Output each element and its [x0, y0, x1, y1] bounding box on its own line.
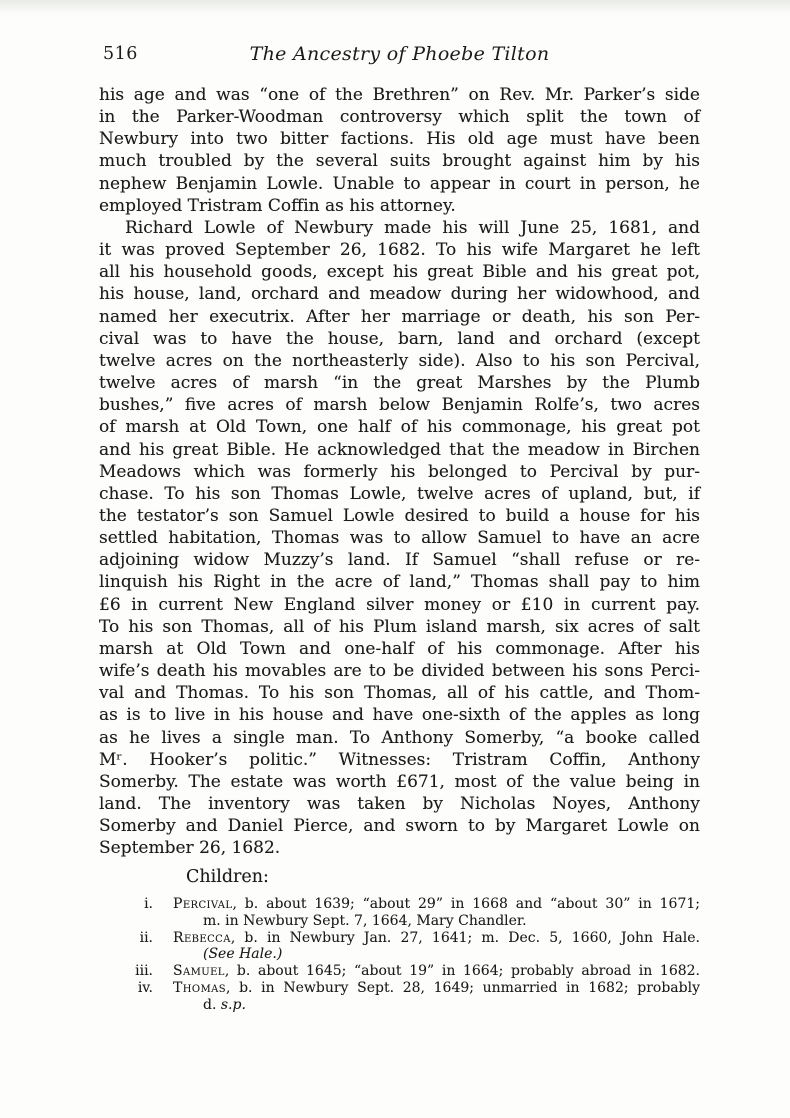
- body-text-line: Somerby and Daniel Pierce, and sworn to by Margaret Lowle on: [99, 816, 700, 837]
- body-text-line: as he lives a single man. To Anthony Somerby, “a booke called: [99, 727, 700, 748]
- child-text-segment: , b. in Newbury Sept. 28, 1649; unmarried in 1682; probably: [225, 979, 700, 996]
- child-entry-line: [203, 946, 700, 963]
- child-entry: [137, 979, 700, 1014]
- child-text-segment: Percival: [173, 896, 233, 912]
- body-text-line: and his great Bible. He acknowledged that the meadow in Birchen: [99, 439, 700, 460]
- children-heading: Children:: [186, 867, 269, 887]
- children-list: [99, 896, 700, 1014]
- body-text-line: his age and was “one of the Brethren” on Rev. Mr. Parker’s side: [99, 85, 700, 105]
- body-text-line: To his son Thomas, all of his Plum island marsh, six acres of salt: [99, 616, 700, 637]
- child-entry-line: [173, 963, 700, 980]
- body-text-line: twelve acres of marsh “in the great Marshes by the Plumb: [99, 373, 700, 394]
- child-text-segment: d.: [203, 996, 221, 1013]
- body-text-line: the testator’s son Samuel Lowle desired to build a house for his: [99, 505, 700, 526]
- body-text-line: Somerby. The estate was worth £671, most of the value being in: [99, 771, 700, 792]
- child-entry-line: [173, 980, 700, 997]
- page-header: [99, 44, 700, 68]
- body-text: [99, 84, 700, 859]
- body-text-line: employed Tristram Coffin as his attorney.: [99, 195, 456, 216]
- body-text-line: £6 in current New England silver money or £10 in current pay.: [99, 594, 700, 615]
- child-text-segment: Rebecca: [173, 929, 231, 946]
- page-number: 516: [103, 44, 138, 64]
- body-text-line: Richard Lowle of Newbury made his will June 25, 1681, and: [125, 217, 700, 238]
- body-text-line: all his household goods, except his great Bible and his great pot,: [99, 262, 700, 283]
- body-text-line: Mʳ. Hooker’s politic.” Witnesses: Tristram Coffin, Anthony: [99, 749, 700, 770]
- child-text-segment: , b. about 1639; “about 29” in 1668 and “about 30” in 1671;: [232, 896, 700, 912]
- body-text-line: in the Parker-Woodman controversy which split the town of: [99, 107, 700, 128]
- body-text-line: much troubled by the several suits brought against him by his: [99, 151, 700, 172]
- body-text-line: land. The inventory was taken by Nicholas Noyes, Anthony: [99, 794, 700, 814]
- child-text-segment: , b. in Newbury Jan. 27, 1641; m. Dec. 5, 1660, John Hale.: [230, 929, 700, 946]
- body-text-line: val and Thomas. To his son Thomas, all of his cattle, and Thom-: [99, 683, 700, 704]
- child-entry-line: [203, 913, 700, 930]
- child-numeral: i.: [144, 896, 153, 912]
- body-text-line: as is to live in his house and have one-sixth of the apples as long: [99, 705, 700, 726]
- body-text-line: marsh at Old Town and one-half of his commonage. After his: [99, 638, 700, 659]
- child-entry: [139, 929, 700, 964]
- child-entry: [144, 896, 700, 930]
- child-entry-line: [203, 997, 700, 1014]
- child-text-segment: Thomas: [173, 979, 226, 996]
- child-entry: [135, 963, 700, 980]
- body-text-line: twelve acres on the northeasterly side). Also to his son Percival,: [99, 350, 700, 371]
- child-numeral: iv.: [137, 979, 153, 996]
- body-text-line: chase. To his son Thomas Lowle, twelve acres of upland, but, if: [99, 483, 700, 504]
- body-text-line: Meadows which was formerly his belonged to Percival by pur-: [99, 461, 700, 482]
- child-numeral: iii.: [135, 963, 153, 980]
- body-text-line: nephew Benjamin Lowle. Unable to appear in court in person, he: [99, 173, 700, 194]
- body-text-line: cival was to have the house, barn, land and orchard (except: [99, 328, 700, 349]
- body-text-line: it was proved September 26, 1682. To his wife Margaret he left: [99, 240, 700, 261]
- running-title: The Ancestry of Phoebe Tilton: [249, 43, 550, 65]
- child-text-segment: s.p.: [220, 996, 246, 1013]
- child-text-segment: Samuel: [173, 963, 225, 980]
- child-text-segment: , b. about 1645; “about 19” in 1664; probably abroad in 1682.: [224, 963, 700, 980]
- body-text-line: Newbury into two bitter factions. His old age must have been: [99, 129, 700, 150]
- child-entry-line: [173, 896, 700, 913]
- child-text-segment: (See Hale.): [203, 946, 283, 963]
- body-text-line: his house, land, orchard and meadow during her widowhood, and: [99, 284, 700, 305]
- child-entry-line: [173, 930, 700, 947]
- body-text-line: named her executrix. After her marriage or death, his son Per-: [99, 306, 700, 327]
- body-text-line: bushes,” five acres of marsh below Benjamin Rolfe’s, two acres: [99, 395, 700, 416]
- child-numeral: ii.: [139, 929, 153, 946]
- body-text-line: settled habitation, Thomas was to allow Samuel to have an acre: [99, 528, 700, 549]
- body-text-line: adjoining widow Muzzy’s land. If Samuel “shall refuse or re-: [99, 550, 700, 571]
- body-text-line: wife’s death his movables are to be divided between his sons Perci-: [99, 661, 700, 682]
- body-text-line: of marsh at Old Town, one half of his commonage, his great pot: [99, 417, 700, 438]
- child-text-segment: m. in Newbury Sept. 7, 1664, Mary Chandler.: [203, 912, 527, 929]
- body-text-line: September 26, 1682.: [99, 838, 281, 859]
- body-text-line: linquish his Right in the acre of land,” Thomas shall pay to him: [99, 572, 700, 593]
